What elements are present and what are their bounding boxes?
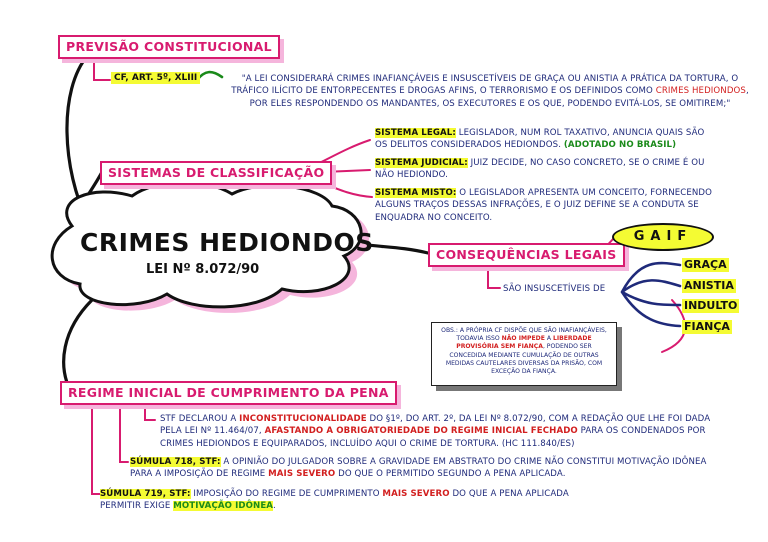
- item-graca: GRAÇA: [684, 258, 727, 271]
- stf-decision: STF DECLAROU A INCONSTITUCIONALIDADE DO §1º, DO ART. 2º, DA LEI Nº 8.072/90, COM A REDAÇÃO QUE LHE FOI DADA PELA LEI Nº 11.464/07, AFASTANDO A OBRIGATORIEDADE DO REGIME INICIAL FECHADO PARA OS CONDENADOS POR CRIMES HEDIONDOS E EQUIPARADOS, INCLUÍDO AQUI O CRIME DE TORTURA. (HC 111.840/ES): [160, 414, 711, 449]
- sumula-718: SÚMULA 718, STF: A OPINIÃO DO JULGADOR SOBRE A GRAVIDADE EM ABSTRATO DO CRIME NÃO CONSTITUI MOTIVAÇÃO IDÔNEA PARA A IMPOSIÇÃO DE REGIME MAIS SEVERO DO QUE O PERMITIDO SEGUNDO A PENA APLICADA.: [130, 457, 707, 480]
- item-indulto: INDULTO: [684, 299, 738, 312]
- sistema-misto: SISTEMA MISTO: O LEGISLADOR APRESENTA UM CONCEITO, FORNECENDO ALGUNS TRAÇOS DESSAS INFRAÇÕES, E O JUIZ DEFINE SE A CONDUTA SE ENQUADRA NO CONCEITO.: [375, 188, 713, 223]
- quote-highlight: CRIMES HEDIONDOS: [655, 86, 746, 97]
- item-fianca: FIANÇA: [684, 320, 730, 333]
- node-label: SISTEMAS DE CLASSIFICAÇÃO: [108, 165, 325, 180]
- node-sistemas-de-classificacao: [100, 161, 332, 185]
- page-subtitle: LEI Nº 8.072/90: [146, 262, 260, 277]
- node-consequencias-legais: [428, 243, 625, 267]
- node-previsao-constitucional: [58, 35, 280, 59]
- gaif-mnemonic: GAIF: [612, 223, 714, 251]
- item-anistia: ANISTIA: [684, 279, 734, 292]
- sumula-719: SÚMULA 719, STF: IMPOSIÇÃO DO REGIME DE CUMPRIMENTO MAIS SEVERO DO QUE A PENA APLICADA PERMITIR EXIGE MOTIVAÇÃO IDÔNEA.: [100, 489, 569, 512]
- node-label: REGIME INICIAL DE CUMPRIMENTO DA PENA: [68, 385, 389, 400]
- cf-quote: "A LEI CONSIDERARÁ CRIMES INAFIANÇÁVEIS E INSUSCETÍVEIS DE GRAÇA OU ANISTIA A PRÁTICA DA TORTURA, O TRÁFICO ILÍCITO DE ENTORPECENTES E DROGAS AFINS, O TERRORISMO E OS DEFINIDOS COMO CRIMES HEDIONDOS, POR ELES RESPONDENDO OS MANDANTES, OS EXECUTORES E OS QUE, PODENDO EVITÁ-LOS, SE OMITIREM;": [231, 74, 749, 109]
- node-label: CONSEQUÊNCIAS LEGAIS: [436, 247, 617, 262]
- page-title: CRIMES HEDIONDOS: [80, 228, 374, 257]
- insusceptiveis-text: SÃO INSUSCETÍVEIS DE: [503, 284, 606, 294]
- node-regime-inicial: [60, 381, 397, 405]
- cf-reference: CF, ART. 5º, XLIII: [111, 72, 200, 84]
- obs-note: OBS.: A PRÓPRIA CF DISPÕE QUE SÃO INAFIANÇÁVEIS, TODAVIA ISSO NÃO IMPEDE A LIBERDADE PROVISÓRIA SEM FIANÇA, PODENDO SER CONCEDIDA MEDIANTE CUMULAÇÃO DE OUTRAS MEDIDAS CAUTELARES DIVERSAS DA PRISÃO, COM EXCEÇÃO DA FIANÇA.: [431, 322, 617, 386]
- sistema-legal: SISTEMA LEGAL: LEGISLADOR, NUM ROL TAXATIVO, ANUNCIA QUAIS SÃO OS DELITOS CONSIDERADOS HEDIONDOS. (ADOTADO NO BRASIL): [375, 128, 705, 151]
- sistema-judicial: SISTEMA JUDICIAL: JUIZ DECIDE, NO CASO CONCRETO, SE O CRIME É OU NÃO HEDIONDO.: [375, 158, 705, 181]
- node-label: PREVISÃO CONSTITUCIONAL: [66, 39, 272, 54]
